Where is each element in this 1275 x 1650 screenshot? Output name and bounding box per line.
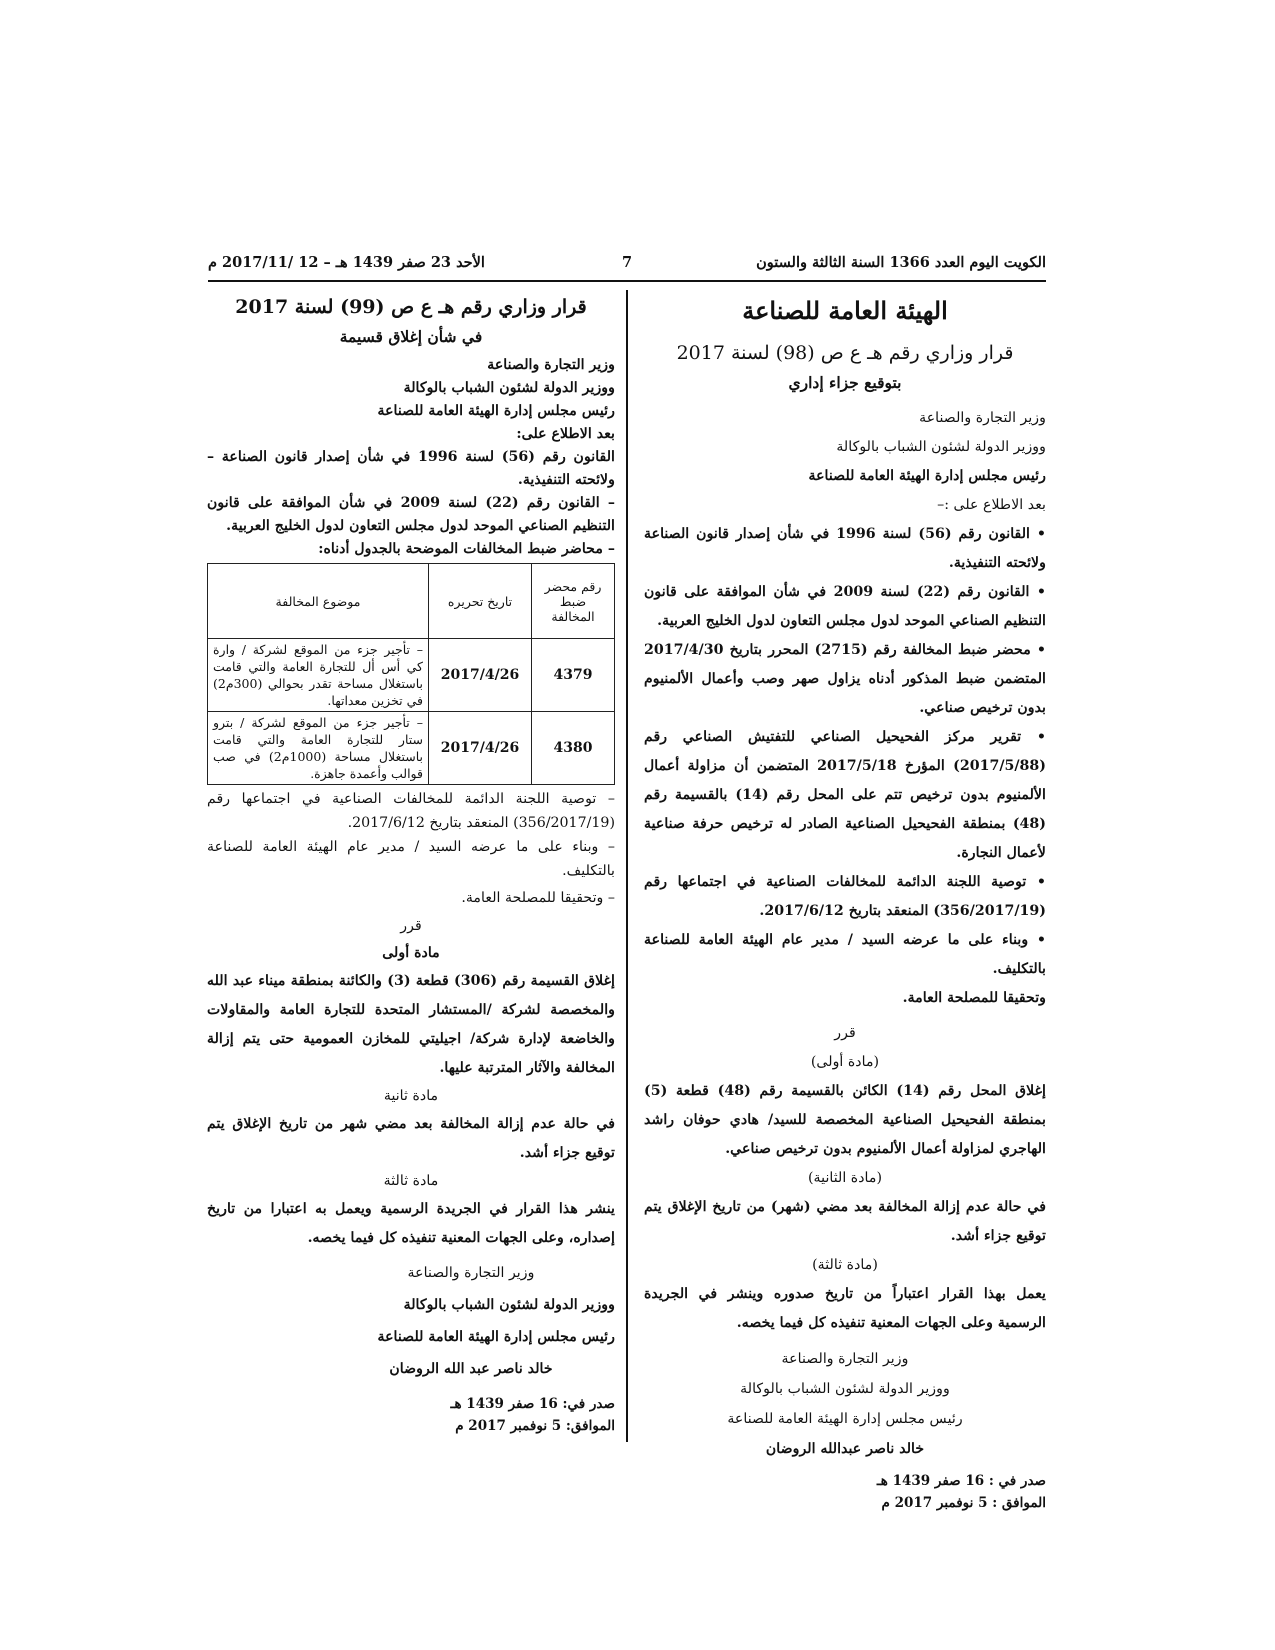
header-issue-info: الكويت اليوم العدد 1366 السنة الثالثة والستون [756, 254, 1046, 271]
issuer-line: ووزير الدولة لشئون الشباب بالوكالة [403, 380, 615, 396]
table-row [208, 712, 615, 785]
signatory-name: خالد ناصر عبدالله الروضان [765, 1441, 925, 1457]
corresponding-date: الموافق : 5 نوفمبر 2017 م [881, 1495, 1046, 1511]
header-date: الأحد 23 صفر 1439 هـ – 12 /2017/11 م [208, 254, 485, 271]
corresponding-date: الموافق: 5 نوفمبر 2017 م [455, 1418, 615, 1434]
issuer-line: رئيس مجلس إدارة الهيئة العامة للصناعة [377, 403, 615, 419]
recommendation-line: – توصية اللجنة الدائمة للمخالفات الصناعية في اجتماعها رقم (356/2017/19) المنعقد بتاريخ 2017/6/12. [207, 787, 615, 835]
column-header-subject: موضوع المخالفة [208, 564, 429, 639]
decision-99-column [207, 292, 615, 1437]
signature-line: ووزير الدولة لشئون الشباب بالوكالة [740, 1381, 950, 1397]
signature-line: رئيس مجلس إدارة الهيئة العامة للصناعة [377, 1329, 615, 1345]
decided-heading: قرر [834, 1025, 856, 1041]
consideration-item: • وبناء على ما عرضه السيد / مدير عام الهيئة العامة للصناعة بالتكليف. [644, 926, 1046, 984]
decided-heading: قرر [400, 918, 422, 934]
issue-date-block [644, 1470, 1046, 1514]
public-interest-line: – وتحقيقا للمصلحة العامة. [207, 883, 615, 913]
consideration-item: – القانون رقم (22) لسنة 2009 في شأن الموافقة على قانون التنظيم الصناعي الموحد لدول مجلس التعاون لدول الخليج العربية. [207, 492, 615, 538]
public-interest-line: وتحقيقا للمصلحة العامة. [902, 990, 1046, 1006]
header-rule [208, 280, 1046, 282]
page-number: 7 [621, 254, 633, 271]
signature-block [644, 1344, 1046, 1464]
article-3-title: (مادة ثالثة) [812, 1257, 878, 1273]
signature-line: وزير التجارة والصناعة [781, 1351, 909, 1367]
consideration-item: • تقرير مركز الفحيحيل الصناعي للتفتيش الصناعي رقم (2017/5/88) المؤرخ 2017/5/18 المتضمن أن مزاولة أعمال الألمنيوم بدون ترخيص تتم على المحل رقم (14) بالقسيمة رقم (48) بمنطقة الفحيحيل الصناعية الصادر له ترخيص حرفة صناعية لأعمال النجارة. [644, 723, 1046, 868]
signature-line: ووزير الدولة لشئون الشباب بالوكالة [403, 1297, 615, 1313]
consideration-item: • القانون رقم (22) لسنة 2009 في شأن الموافقة على قانون التنظيم الصناعي الموحد لدول مجلس التعاون لدول الخليج العربية. [644, 578, 1046, 636]
article-3-text: ينشر هذا القرار في الجريدة الرسمية ويعمل به اعتبارا من تاريخ إصداره، وعلى الجهات المعنية تنفيذه كل فيما يخصه. [207, 1201, 615, 1246]
running-header [208, 252, 1046, 278]
article-1-title: مادة أولى [382, 945, 440, 961]
violations-table [207, 563, 615, 785]
consideration-item: – محاضر ضبط المخالفات الموضحة بالجدول أدناه: [207, 538, 615, 561]
consideration-item: القانون رقم (56) لسنة 1996 في شأن إصدار قانون الصناعة – ولائحته التنفيذية. [207, 449, 615, 488]
issuer-line: رئيس مجلس إدارة الهيئة العامة للصناعة [808, 468, 1046, 484]
issue-date-block [207, 1393, 615, 1437]
consideration-item: • القانون رقم (56) لسنة 1996 في شأن إصدار قانون الصناعة ولائحته التنفيذية. [644, 520, 1046, 578]
article-2-text: في حالة عدم إزالة المخالفة بعد مضي (شهر) من تاريخ الإغلاق يتم توقيع جزاء أشد. [644, 1199, 1046, 1244]
signature-line: وزير التجارة والصناعة [407, 1265, 535, 1281]
column-header-report-number: رقم محضر ضبط المخالفة [532, 564, 615, 639]
decision-title: قرار وزاري رقم هـ ع ص (98) لسنة 2017 [676, 342, 1014, 364]
issuer-line: ووزير الدولة لشئون الشباب بالوكالة [836, 439, 1046, 455]
report-number-cell: 4379 [532, 639, 615, 712]
issuer-line: وزير التجارة والصناعة [919, 410, 1046, 426]
table-header-row [208, 564, 615, 639]
after-review-label: بعد الاطلاع على: [516, 426, 615, 442]
submission-line: – وبناء على ما عرضه السيد / مدير عام الهيئة العامة للصناعة بالتكليف. [207, 835, 615, 883]
article-2-title: (مادة الثانية) [808, 1170, 882, 1186]
signature-block [207, 1257, 615, 1385]
issued-on: صدر في : 16 صفر 1439 هـ [876, 1473, 1046, 1489]
organization-title: الهيئة العامة للصناعة [742, 296, 948, 325]
signatory-name: خالد ناصر عبد الله الروضان [389, 1361, 553, 1377]
article-3-text: يعمل بهذا القرار اعتباراً من تاريخ صدوره وينشر في الجريدة الرسمية وعلى الجهات المعنية تنفيذه كل فيما يخصه. [644, 1286, 1046, 1331]
decision-subtitle: في شأن إغلاق قسيمة [339, 327, 483, 346]
column-divider [626, 290, 628, 1442]
decision-subtitle: بتوقيع جزاء إداري [788, 373, 902, 392]
consideration-item: • توصية اللجنة الدائمة للمخالفات الصناعية في اجتماعها رقم (356/2017/19) المنعقد بتاريخ 2017/6/12. [644, 868, 1046, 926]
report-date-cell: 2017/4/26 [429, 639, 532, 712]
issued-on: صدر في: 16 صفر 1439 هـ [450, 1396, 615, 1412]
decision-98-column [644, 292, 1046, 1514]
after-review-label: بعد الاطلاع على :– [937, 497, 1046, 513]
column-header-date: تاريخ تحريره [429, 564, 532, 639]
article-2-title: مادة ثانية [383, 1088, 439, 1104]
report-number-cell: 4380 [532, 712, 615, 785]
signature-line: رئيس مجلس إدارة الهيئة العامة للصناعة [727, 1411, 963, 1427]
article-2-text: في حالة عدم إزالة المخالفة بعد مضي شهر من تاريخ الإغلاق يتم توقيع جزاء أشد. [207, 1116, 615, 1161]
table-row [208, 639, 615, 712]
article-1-title: (مادة أولى) [810, 1054, 880, 1070]
issuer-line: وزير التجارة والصناعة [487, 357, 615, 373]
report-date-cell: 2017/4/26 [429, 712, 532, 785]
article-1-text: إغلاق المحل رقم (14) الكائن بالقسيمة رقم (48) قطعة (5) بمنطقة الفحيحيل الصناعية المخصصة للسيد/ هادي حوفان راشد الهاجري لمزاولة أعمال الألمنيوم بدون ترخيص صناعي. [644, 1083, 1047, 1157]
consideration-item: • محضر ضبط المخالفة رقم (2715) المحرر بتاريخ 2017/4/30 المتضمن ضبط المذكور أدناه يزاول صهر وصب وأعمال الألمنيوم بدون ترخيص صناعي. [644, 636, 1046, 723]
article-1-text: إغلاق القسيمة رقم (306) قطعة (3) والكائنة بمنطقة ميناء عبد الله والمخصصة لشركة /المستشار المتحدة للتجارة العامة والمقاولات والخاضعة لإدارة شركة/ اجيليتي للمخازن العمومية حتى يتم إزالة المخالفة والآثار المترتبة عليها. [207, 973, 615, 1076]
violation-subject-cell: – تأجير جزء من الموقع لشركة / وارة كي أس أل للتجارة العامة والتي قامت باستغلال مساحة تقدر بحوالي (300م2) في تخزين معداتها. [208, 639, 429, 712]
decision-title: قرار وزاري رقم هـ ع ص (99) لسنة 2017 [235, 296, 587, 318]
violation-subject-cell: – تأجير جزء من الموقع لشركة / بترو ستار للتجارة العامة والتي قامت باستغلال مساحة (1000م2) في صب قوالب وأعمدة جاهزة. [208, 712, 429, 785]
article-3-title: مادة ثالثة [383, 1173, 439, 1189]
